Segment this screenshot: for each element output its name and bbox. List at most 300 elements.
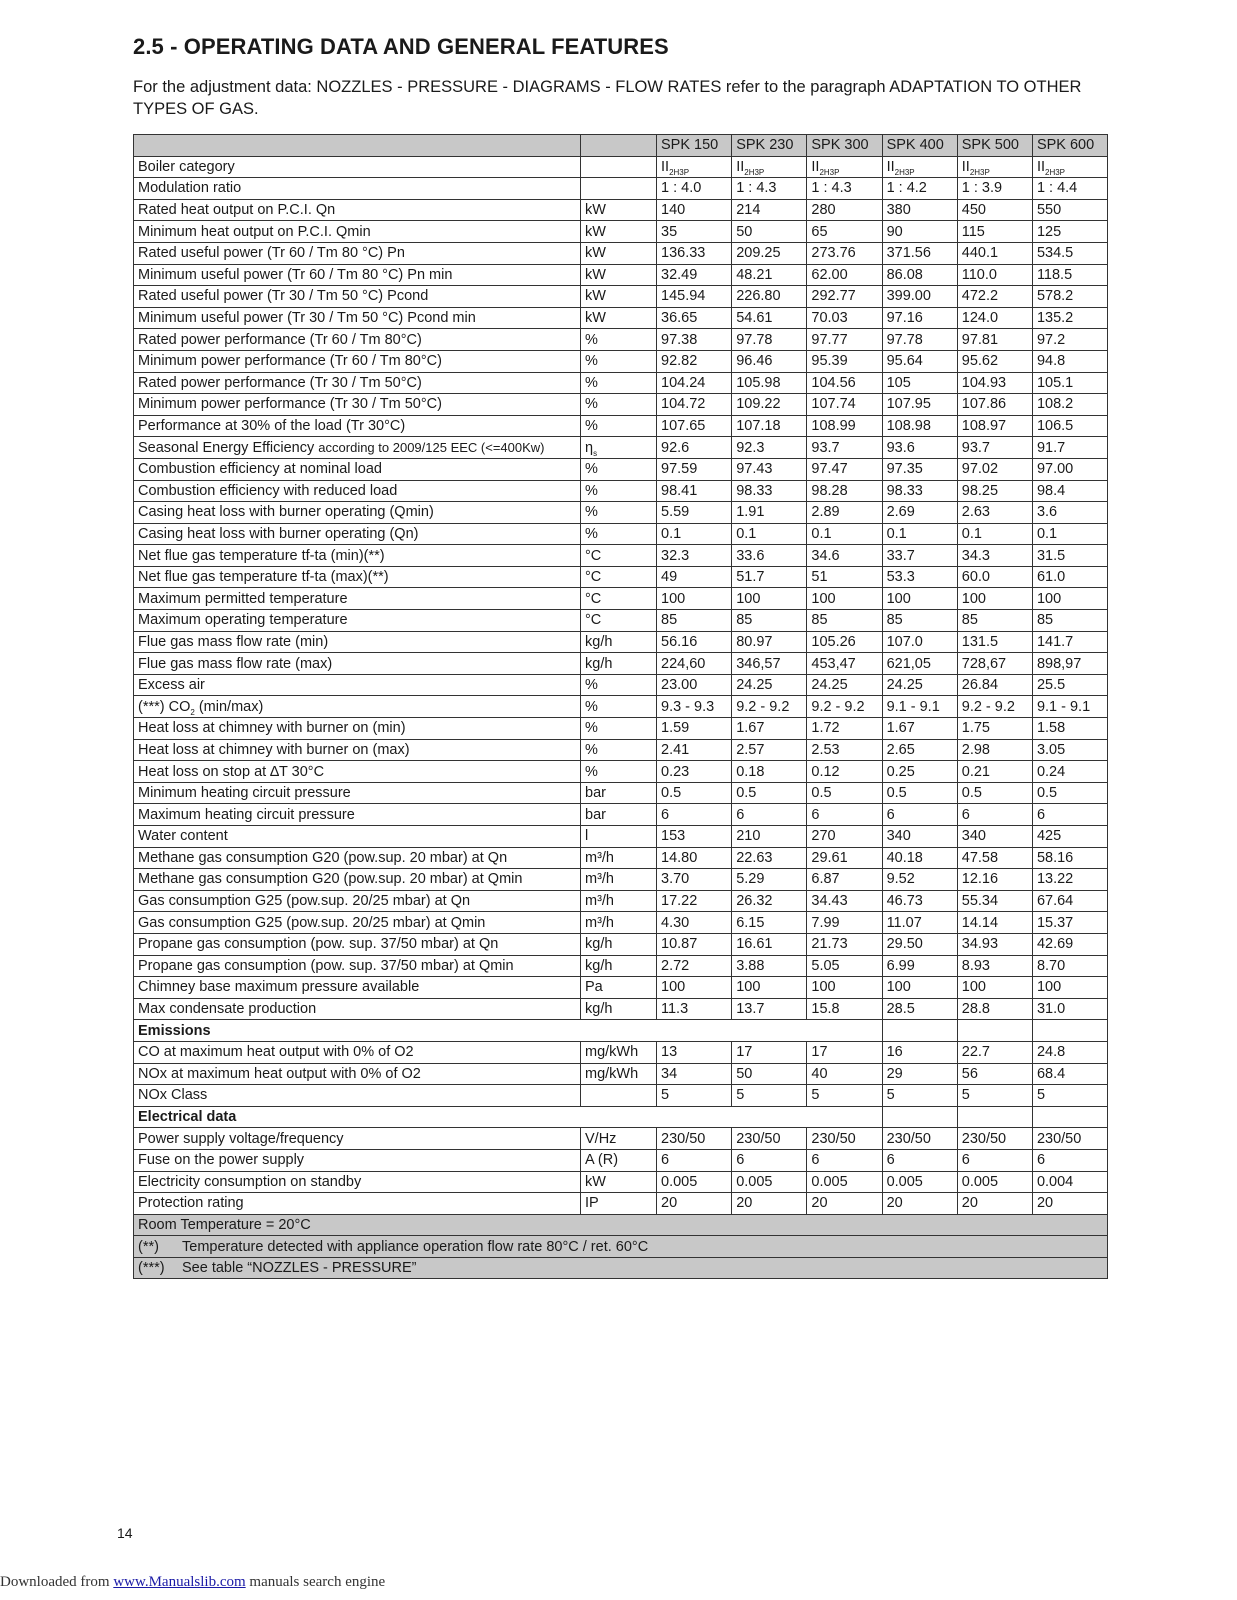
value-cell: 55.34 — [957, 890, 1032, 912]
value-cell: 107.74 — [807, 394, 882, 416]
value-cell: 3.88 — [732, 955, 807, 977]
value-cell: 97.00 — [1032, 458, 1107, 480]
eta-symbol: η — [585, 439, 594, 456]
value-cell: 1.67 — [732, 718, 807, 740]
row-label: Heat loss at chimney with burner on (max) — [134, 739, 581, 761]
value-cell: 100 — [807, 588, 882, 610]
value-cell: 98.4 — [1032, 480, 1107, 502]
value-cell: 453,47 — [807, 653, 882, 675]
value-cell: 1 : 4.2 — [882, 178, 957, 200]
table-row — [134, 502, 1108, 524]
value-cell: 108.99 — [807, 415, 882, 437]
value-cell: 5.05 — [807, 955, 882, 977]
table-row — [134, 394, 1108, 416]
value-cell: 17 — [732, 1041, 807, 1063]
value-cell: 9.2 - 9.2 — [807, 696, 882, 718]
value-cell: 85 — [657, 610, 732, 632]
value-cell: 20 — [732, 1193, 807, 1215]
row-label: NOx at maximum heat output with 0% of O2 — [134, 1063, 581, 1085]
section-heading: 2.5 - OPERATING DATA AND GENERAL FEATURES — [133, 34, 669, 59]
row-unit: % — [581, 480, 657, 502]
value-cell: 898,97 — [1032, 653, 1107, 675]
row-unit: l — [581, 826, 657, 848]
category-main: II — [811, 158, 820, 175]
value-cell: 49 — [657, 566, 732, 588]
row-unit: % — [581, 415, 657, 437]
value-cell: 2.41 — [657, 739, 732, 761]
value-cell: 6 — [807, 804, 882, 826]
page-number: 14 — [117, 1525, 133, 1541]
note-text: Room Temperature = 20°C — [138, 1216, 311, 1233]
table-row — [134, 1041, 1108, 1063]
row-unit: m³/h — [581, 912, 657, 934]
value-cell: 11.3 — [657, 998, 732, 1020]
table-row — [134, 372, 1108, 394]
value-cell: 34.93 — [957, 933, 1032, 955]
table-row — [134, 826, 1108, 848]
table-row — [134, 869, 1108, 891]
category-main: II — [961, 158, 970, 175]
value-cell — [1032, 156, 1107, 178]
co2-sub: 2 — [190, 707, 195, 717]
value-cell: 230/50 — [732, 1128, 807, 1150]
value-cell: 106.5 — [1032, 415, 1107, 437]
row-label: CO at maximum heat output with 0% of O2 — [134, 1041, 581, 1063]
table-row — [134, 221, 1108, 243]
row-unit: % — [581, 523, 657, 545]
section-blank — [1032, 1020, 1107, 1042]
table-row — [134, 329, 1108, 351]
value-cell: 12.16 — [957, 869, 1032, 891]
value-cell: 0.5 — [1032, 782, 1107, 804]
row-unit: kW — [581, 199, 657, 221]
value-cell: 100 — [882, 588, 957, 610]
table-row — [134, 350, 1108, 372]
value-cell: 98.41 — [657, 480, 732, 502]
note-cell — [134, 1236, 1108, 1258]
value-cell: 105.1 — [1032, 372, 1107, 394]
row-label: Heat loss at chimney with burner on (min) — [134, 718, 581, 740]
header-blank — [581, 135, 657, 157]
value-cell: 31.5 — [1032, 545, 1107, 567]
row-unit — [581, 1085, 657, 1107]
value-cell: 273.76 — [807, 242, 882, 264]
value-cell: 0.12 — [807, 761, 882, 783]
value-cell: 98.33 — [882, 480, 957, 502]
value-cell: 107.18 — [732, 415, 807, 437]
value-cell: 24.25 — [807, 674, 882, 696]
value-cell: 125 — [1032, 221, 1107, 243]
value-cell: 85 — [807, 610, 882, 632]
value-cell: 6 — [882, 804, 957, 826]
value-cell: 15.37 — [1032, 912, 1107, 934]
model-header: SPK 150 — [657, 135, 732, 157]
value-cell: 91.7 — [1032, 437, 1107, 459]
value-cell: 95.62 — [957, 350, 1032, 372]
value-cell: 450 — [957, 199, 1032, 221]
model-header: SPK 400 — [882, 135, 957, 157]
row-unit: % — [581, 372, 657, 394]
row-label: Rated power performance (Tr 60 / Tm 80°C) — [134, 329, 581, 351]
row-label: Chimney base maximum pressure available — [134, 977, 581, 999]
value-cell: 95.64 — [882, 350, 957, 372]
value-cell: 93.7 — [807, 437, 882, 459]
value-cell: 118.5 — [1032, 264, 1107, 286]
value-cell: 340 — [957, 826, 1032, 848]
value-cell: 92.82 — [657, 350, 732, 372]
value-cell: 5 — [807, 1085, 882, 1107]
row-unit: °C — [581, 545, 657, 567]
value-cell: 1 : 4.0 — [657, 178, 732, 200]
value-cell: 0.005 — [657, 1171, 732, 1193]
note-text: See table “NOZZLES - PRESSURE” — [182, 1260, 417, 1277]
value-cell: 6 — [732, 1149, 807, 1171]
category-sub: 2H3P — [894, 167, 915, 177]
row-label: Minimum heat output on P.C.I. Qmin — [134, 221, 581, 243]
value-cell: 2.98 — [957, 739, 1032, 761]
value-cell: 100 — [807, 977, 882, 999]
value-cell: 58.16 — [1032, 847, 1107, 869]
value-cell: 97.16 — [882, 307, 957, 329]
value-cell: 0.21 — [957, 761, 1032, 783]
table-row — [134, 782, 1108, 804]
row-label: Minimum heating circuit pressure — [134, 782, 581, 804]
row-label: Boiler category — [134, 156, 581, 178]
value-cell: 140 — [657, 199, 732, 221]
value-cell: 85 — [1032, 610, 1107, 632]
value-cell: 21.73 — [807, 933, 882, 955]
table-row — [134, 998, 1108, 1020]
model-header: SPK 300 — [807, 135, 882, 157]
operating-data-table — [133, 134, 1108, 1279]
value-cell: 108.97 — [957, 415, 1032, 437]
section-blank — [882, 1020, 957, 1042]
table-row — [134, 718, 1108, 740]
value-cell: 131.5 — [957, 631, 1032, 653]
value-cell — [732, 156, 807, 178]
row-label: Propane gas consumption (pow. sup. 37/50 mbar) at Qn — [134, 933, 581, 955]
table-row — [134, 264, 1108, 286]
value-cell: 5.59 — [657, 502, 732, 524]
category-main: II — [1036, 158, 1045, 175]
value-cell: 54.61 — [732, 307, 807, 329]
table-row — [134, 242, 1108, 264]
value-cell: 32.49 — [657, 264, 732, 286]
value-cell: 13 — [657, 1041, 732, 1063]
value-cell: 9.3 - 9.3 — [657, 696, 732, 718]
value-cell: 40 — [807, 1063, 882, 1085]
section-title: Emissions — [134, 1020, 883, 1042]
value-cell: 95.39 — [807, 350, 882, 372]
row-unit: kg/h — [581, 933, 657, 955]
row-unit: % — [581, 696, 657, 718]
table-row — [134, 739, 1108, 761]
value-cell: 0.1 — [957, 523, 1032, 545]
value-cell: 97.38 — [657, 329, 732, 351]
row-unit: kW — [581, 242, 657, 264]
table-row — [134, 545, 1108, 567]
value-cell: 0.5 — [807, 782, 882, 804]
value-cell: 5 — [1032, 1085, 1107, 1107]
table-row — [134, 1063, 1108, 1085]
row-unit: V/Hz — [581, 1128, 657, 1150]
value-cell: 14.14 — [957, 912, 1032, 934]
row-label: Casing heat loss with burner operating (Qn) — [134, 523, 581, 545]
value-cell: 68.4 — [1032, 1063, 1107, 1085]
table-row — [134, 588, 1108, 610]
value-cell: 6.87 — [807, 869, 882, 891]
category-sub: 2H3P — [819, 167, 840, 177]
category-main: II — [736, 158, 745, 175]
row-unit: mg/kWh — [581, 1041, 657, 1063]
row-label: Combustion efficiency at nominal load — [134, 458, 581, 480]
value-cell: 29.50 — [882, 933, 957, 955]
table-row — [134, 890, 1108, 912]
table-row — [134, 458, 1108, 480]
value-cell: 92.6 — [657, 437, 732, 459]
value-cell: 35 — [657, 221, 732, 243]
row-label: Rated useful power (Tr 60 / Tm 80 °C) Pn — [134, 242, 581, 264]
eta-sub: s — [593, 448, 598, 458]
note-row — [134, 1236, 1108, 1258]
row-label: Gas consumption G25 (pow.sup. 20/25 mbar) at Qmin — [134, 912, 581, 934]
table-row — [134, 1085, 1108, 1107]
row-unit: % — [581, 739, 657, 761]
table-row — [134, 977, 1108, 999]
row-label: Protection rating — [134, 1193, 581, 1215]
value-cell: 6 — [657, 1149, 732, 1171]
value-cell: 34.43 — [807, 890, 882, 912]
value-cell: 0.004 — [1032, 1171, 1107, 1193]
value-cell: 0.18 — [732, 761, 807, 783]
value-cell: 97.78 — [882, 329, 957, 351]
value-cell — [807, 156, 882, 178]
value-cell: 100 — [732, 977, 807, 999]
value-cell: 0.1 — [1032, 523, 1107, 545]
row-unit: °C — [581, 588, 657, 610]
table-row — [134, 696, 1108, 718]
value-cell: 0.1 — [807, 523, 882, 545]
row-unit: A (R) — [581, 1149, 657, 1171]
row-unit: bar — [581, 782, 657, 804]
row-label: Minimum useful power (Tr 30 / Tm 50 °C) Pcond min — [134, 307, 581, 329]
value-cell: 11.07 — [882, 912, 957, 934]
value-cell: 97.02 — [957, 458, 1032, 480]
note-cell — [134, 1257, 1108, 1279]
row-label: Performance at 30% of the load (Tr 30°C) — [134, 415, 581, 437]
value-cell: 0.005 — [882, 1171, 957, 1193]
value-cell: 97.47 — [807, 458, 882, 480]
value-cell: 34.3 — [957, 545, 1032, 567]
row-label — [134, 696, 581, 718]
value-cell: 6 — [807, 1149, 882, 1171]
value-cell: 230/50 — [882, 1128, 957, 1150]
row-label: NOx Class — [134, 1085, 581, 1107]
row-unit — [581, 156, 657, 178]
row-unit — [581, 178, 657, 200]
value-cell: 5 — [957, 1085, 1032, 1107]
value-cell: 1 : 4.4 — [1032, 178, 1107, 200]
value-cell: 0.005 — [807, 1171, 882, 1193]
value-cell — [657, 156, 732, 178]
table-row — [134, 610, 1108, 632]
value-cell: 108.98 — [882, 415, 957, 437]
section-blank — [957, 1020, 1032, 1042]
value-cell: 6 — [882, 1149, 957, 1171]
value-cell: 6.99 — [882, 955, 957, 977]
value-cell: 33.7 — [882, 545, 957, 567]
table-row — [134, 955, 1108, 977]
value-cell: 93.6 — [882, 437, 957, 459]
value-cell: 7.99 — [807, 912, 882, 934]
value-cell: 0.5 — [957, 782, 1032, 804]
value-cell: 50 — [732, 221, 807, 243]
row-label — [134, 437, 581, 459]
value-cell: 5.29 — [732, 869, 807, 891]
value-cell: 100 — [657, 588, 732, 610]
value-cell: 97.2 — [1032, 329, 1107, 351]
value-cell: 97.81 — [957, 329, 1032, 351]
value-cell: 270 — [807, 826, 882, 848]
row-unit: kg/h — [581, 955, 657, 977]
value-cell: 105 — [882, 372, 957, 394]
category-sub: 2H3P — [744, 167, 765, 177]
note-mark: (***) — [138, 1260, 165, 1277]
row-unit: kW — [581, 221, 657, 243]
value-cell: 97.43 — [732, 458, 807, 480]
table-row — [134, 415, 1108, 437]
value-cell: 8.70 — [1032, 955, 1107, 977]
value-cell: 85 — [882, 610, 957, 632]
category-sub: 2H3P — [1045, 167, 1066, 177]
table-row — [134, 1128, 1108, 1150]
value-cell: 92.3 — [732, 437, 807, 459]
value-cell: 0.24 — [1032, 761, 1107, 783]
value-cell: 65 — [807, 221, 882, 243]
row-unit: kg/h — [581, 998, 657, 1020]
value-cell: 23.00 — [657, 674, 732, 696]
value-cell: 135.2 — [1032, 307, 1107, 329]
value-cell: 534.5 — [1032, 242, 1107, 264]
value-cell: 6.15 — [732, 912, 807, 934]
value-cell: 621,05 — [882, 653, 957, 675]
value-cell: 230/50 — [1032, 1128, 1107, 1150]
row-label: Methane gas consumption G20 (pow.sup. 20 mbar) at Qmin — [134, 869, 581, 891]
value-cell: 107.95 — [882, 394, 957, 416]
value-cell: 224,60 — [657, 653, 732, 675]
section-blank — [882, 1106, 957, 1128]
value-cell: 340 — [882, 826, 957, 848]
row-unit: m³/h — [581, 869, 657, 891]
value-cell: 104.56 — [807, 372, 882, 394]
category-main: II — [886, 158, 895, 175]
row-label: Max condensate production — [134, 998, 581, 1020]
row-unit: % — [581, 502, 657, 524]
row-unit: % — [581, 394, 657, 416]
row-unit: % — [581, 350, 657, 372]
value-cell: 0.1 — [732, 523, 807, 545]
value-cell: 0.1 — [657, 523, 732, 545]
value-cell: 22.63 — [732, 847, 807, 869]
table-row — [134, 653, 1108, 675]
value-cell: 1 : 4.3 — [732, 178, 807, 200]
value-cell: 85 — [732, 610, 807, 632]
note-text: Temperature detected with appliance operation flow rate 80°C / ret. 60°C — [182, 1238, 649, 1255]
value-cell: 425 — [1032, 826, 1107, 848]
value-cell: 15.8 — [807, 998, 882, 1020]
table-row — [134, 307, 1108, 329]
value-cell: 110.0 — [957, 264, 1032, 286]
row-unit: % — [581, 674, 657, 696]
co2-suffix: (min/max) — [194, 698, 264, 715]
value-cell: 60.0 — [957, 566, 1032, 588]
value-cell: 280 — [807, 199, 882, 221]
value-cell — [957, 156, 1032, 178]
value-cell: 104.24 — [657, 372, 732, 394]
value-cell: 230/50 — [657, 1128, 732, 1150]
value-cell: 1.91 — [732, 502, 807, 524]
header-row — [134, 135, 1108, 157]
row-label: Excess air — [134, 674, 581, 696]
table-row — [134, 847, 1108, 869]
row-label: Rated heat output on P.C.I. Qn — [134, 199, 581, 221]
header-blank — [134, 135, 581, 157]
note-mark: (**) — [138, 1238, 159, 1255]
value-cell: 141.7 — [1032, 631, 1107, 653]
manualslib-link[interactable]: www.Manualslib.com — [113, 1574, 246, 1590]
value-cell: 94.8 — [1032, 350, 1107, 372]
value-cell: 93.7 — [957, 437, 1032, 459]
value-cell: 105.98 — [732, 372, 807, 394]
value-cell: 578.2 — [1032, 286, 1107, 308]
value-cell: 5 — [657, 1085, 732, 1107]
value-cell: 53.3 — [882, 566, 957, 588]
section-row — [134, 1020, 1108, 1042]
value-cell: 86.08 — [882, 264, 957, 286]
row-unit: % — [581, 761, 657, 783]
value-cell: 5 — [882, 1085, 957, 1107]
value-cell: 3.05 — [1032, 739, 1107, 761]
row-label: Combustion efficiency with reduced load — [134, 480, 581, 502]
value-cell: 17.22 — [657, 890, 732, 912]
row-label: Propane gas consumption (pow. sup. 37/50 mbar) at Qmin — [134, 955, 581, 977]
value-cell: 42.69 — [1032, 933, 1107, 955]
section-row — [134, 1106, 1108, 1128]
value-cell: 29.61 — [807, 847, 882, 869]
value-cell: 10.87 — [657, 933, 732, 955]
row-unit: kW — [581, 1171, 657, 1193]
table-row — [134, 674, 1108, 696]
value-cell: 0.5 — [732, 782, 807, 804]
value-cell: 472.2 — [957, 286, 1032, 308]
value-cell: 26.32 — [732, 890, 807, 912]
row-unit: bar — [581, 804, 657, 826]
value-cell: 46.73 — [882, 890, 957, 912]
value-cell: 9.52 — [882, 869, 957, 891]
value-cell: 108.2 — [1032, 394, 1107, 416]
value-cell: 4.30 — [657, 912, 732, 934]
download-footer — [0, 1574, 385, 1591]
value-cell: 1 : 4.3 — [807, 178, 882, 200]
table-row — [134, 480, 1108, 502]
row-label: Water content — [134, 826, 581, 848]
value-cell: 34.6 — [807, 545, 882, 567]
value-cell: 48.21 — [732, 264, 807, 286]
value-cell: 13.22 — [1032, 869, 1107, 891]
value-cell: 90 — [882, 221, 957, 243]
value-cell: 47.58 — [957, 847, 1032, 869]
value-cell: 107.86 — [957, 394, 1032, 416]
